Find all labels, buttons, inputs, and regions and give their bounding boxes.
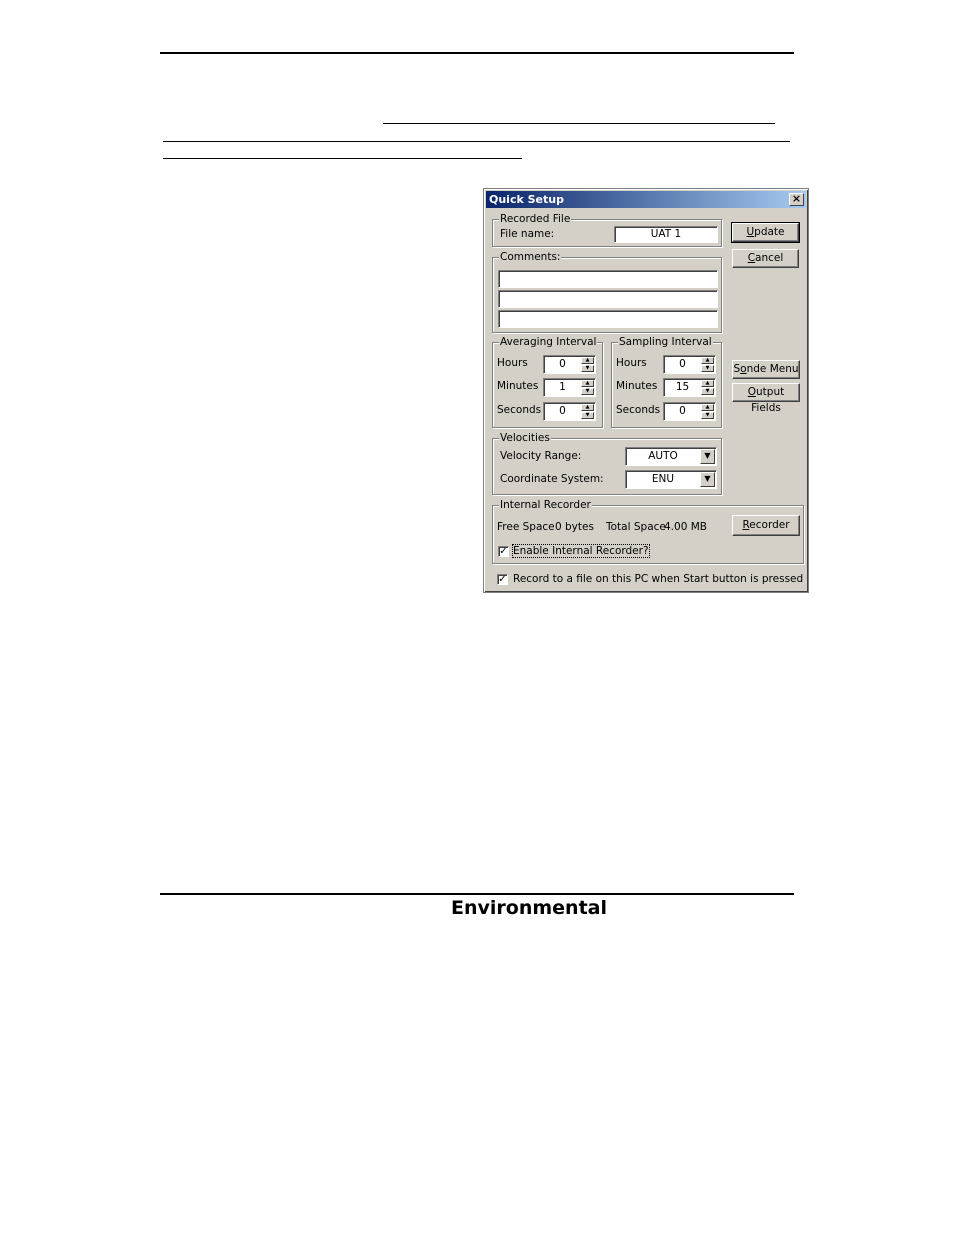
close-button[interactable] [789,193,804,206]
total-space-label: Total Space [606,521,666,533]
internal-recorder-group [492,499,804,564]
sampling-interval-group [611,336,722,428]
comment-line-1-input[interactable] [498,270,718,288]
output-fields-button-mnemonic: O [747,386,757,398]
velocity-range-select[interactable] [625,447,717,466]
samp-minutes-value: 15 [675,381,690,393]
avg-seconds-value: 0 [559,405,566,417]
footer-rule [160,893,794,895]
sampling-interval-group-label: Sampling Interval [619,336,712,348]
velocities-group [492,432,722,495]
free-space-label: Free Space [497,521,555,533]
samp-seconds-stepper[interactable] [663,402,716,421]
samp-minutes-stepper[interactable] [663,378,716,397]
check-icon: ✓ [499,546,508,557]
recorder-button-mnemonic: R [742,519,750,531]
recorded-file-group [492,213,722,247]
file-name-label: File name: [500,228,555,240]
cancel-button-mnemonic: C [747,252,756,264]
samp-minutes-label: Minutes [616,380,658,392]
samp-seconds-up-button[interactable]: ▲ [701,404,714,411]
avg-seconds-up-button[interactable]: ▲ [581,404,594,411]
check-icon: ✓ [498,574,507,585]
samp-hours-up-button[interactable]: ▲ [701,357,714,364]
samp-minutes-down-button[interactable]: ▼ [701,388,714,395]
cancel-button[interactable] [732,249,799,268]
recorder-button-label: ecorder [749,519,790,531]
dialog-titlebar[interactable] [486,191,806,208]
comments-group [492,251,722,333]
record-to-pc-checkbox[interactable] [497,574,508,585]
velocities-group-label: Velocities [500,432,550,444]
coordinate-system-label: Coordinate System: [500,473,604,485]
text-underline-3 [163,158,522,159]
samp-hours-down-button[interactable]: ▼ [701,365,714,372]
samp-seconds-down-button[interactable]: ▼ [701,412,714,419]
samp-hours-stepper[interactable] [663,355,716,374]
text-underline-2 [163,141,790,142]
recorded-file-group-label: Recorded File [500,213,571,225]
sonde-menu-button-label: nde Menu [746,363,799,375]
coordinate-system-dropdown-icon[interactable]: ▼ [700,472,715,487]
velocity-range-value: AUTO [648,450,678,462]
samp-hours-value: 0 [679,358,686,370]
averaging-interval-group [492,336,603,428]
avg-minutes-up-button[interactable]: ▲ [581,380,594,387]
total-space-value: 4.00 MB [664,521,707,533]
quick-setup-dialog [483,188,809,593]
avg-minutes-down-button[interactable]: ▼ [581,388,594,395]
velocity-range-dropdown-icon[interactable]: ▼ [700,449,715,464]
comment-line-3-input[interactable] [498,310,718,328]
sonde-menu-button-prefix: S [733,363,741,375]
samp-seconds-label: Seconds [616,404,661,416]
sonde-menu-button[interactable] [732,360,800,379]
avg-hours-label: Hours [497,357,528,369]
velocity-range-label: Velocity Range: [500,450,582,462]
coordinate-system-value: ENU [651,473,675,485]
footer-text: Environmental [451,897,607,919]
internal-recorder-group-label: Internal Recorder [500,499,591,511]
header-rule [160,52,794,54]
dialog-title: Quick Setup [489,193,564,206]
samp-seconds-value: 0 [679,405,686,417]
file-name-input[interactable]: UAT 1 [614,226,718,243]
close-icon: × [791,192,802,205]
avg-minutes-label: Minutes [497,380,539,392]
enable-internal-recorder-label[interactable]: Enable Internal Recorder? [513,545,649,557]
update-button-mnemonic: U [746,226,755,238]
avg-hours-value: 0 [559,358,566,370]
comments-group-label: Comments: [500,251,561,263]
avg-hours-stepper[interactable] [543,355,596,374]
avg-hours-up-button[interactable]: ▲ [581,357,594,364]
avg-seconds-stepper[interactable] [543,402,596,421]
text-underline-1 [383,123,775,124]
samp-hours-label: Hours [616,357,647,369]
sonde-menu-button-mnemonic: o [740,363,747,375]
samp-minutes-up-button[interactable]: ▲ [701,380,714,387]
recorder-button[interactable] [732,515,800,536]
avg-seconds-label: Seconds [497,404,542,416]
update-button-label: pdate [754,226,785,238]
avg-seconds-down-button[interactable]: ▼ [581,412,594,419]
output-fields-button[interactable] [732,383,800,414]
cancel-button-label: ancel [755,252,784,264]
update-button[interactable] [732,223,799,242]
avg-minutes-stepper[interactable] [543,378,596,397]
comment-line-2-input[interactable] [498,290,718,308]
output-fields-button-label: utput Fields [751,386,785,414]
free-space-value: 0 bytes [555,521,594,533]
enable-internal-recorder-checkbox[interactable] [498,546,509,557]
coordinate-system-select[interactable] [625,470,717,489]
record-to-pc-label[interactable]: Record to a file on this PC when Start button is pressed [513,573,804,585]
avg-hours-down-button[interactable]: ▼ [581,365,594,372]
avg-minutes-value: 1 [559,381,566,393]
averaging-interval-group-label: Averaging Interval [500,336,597,348]
